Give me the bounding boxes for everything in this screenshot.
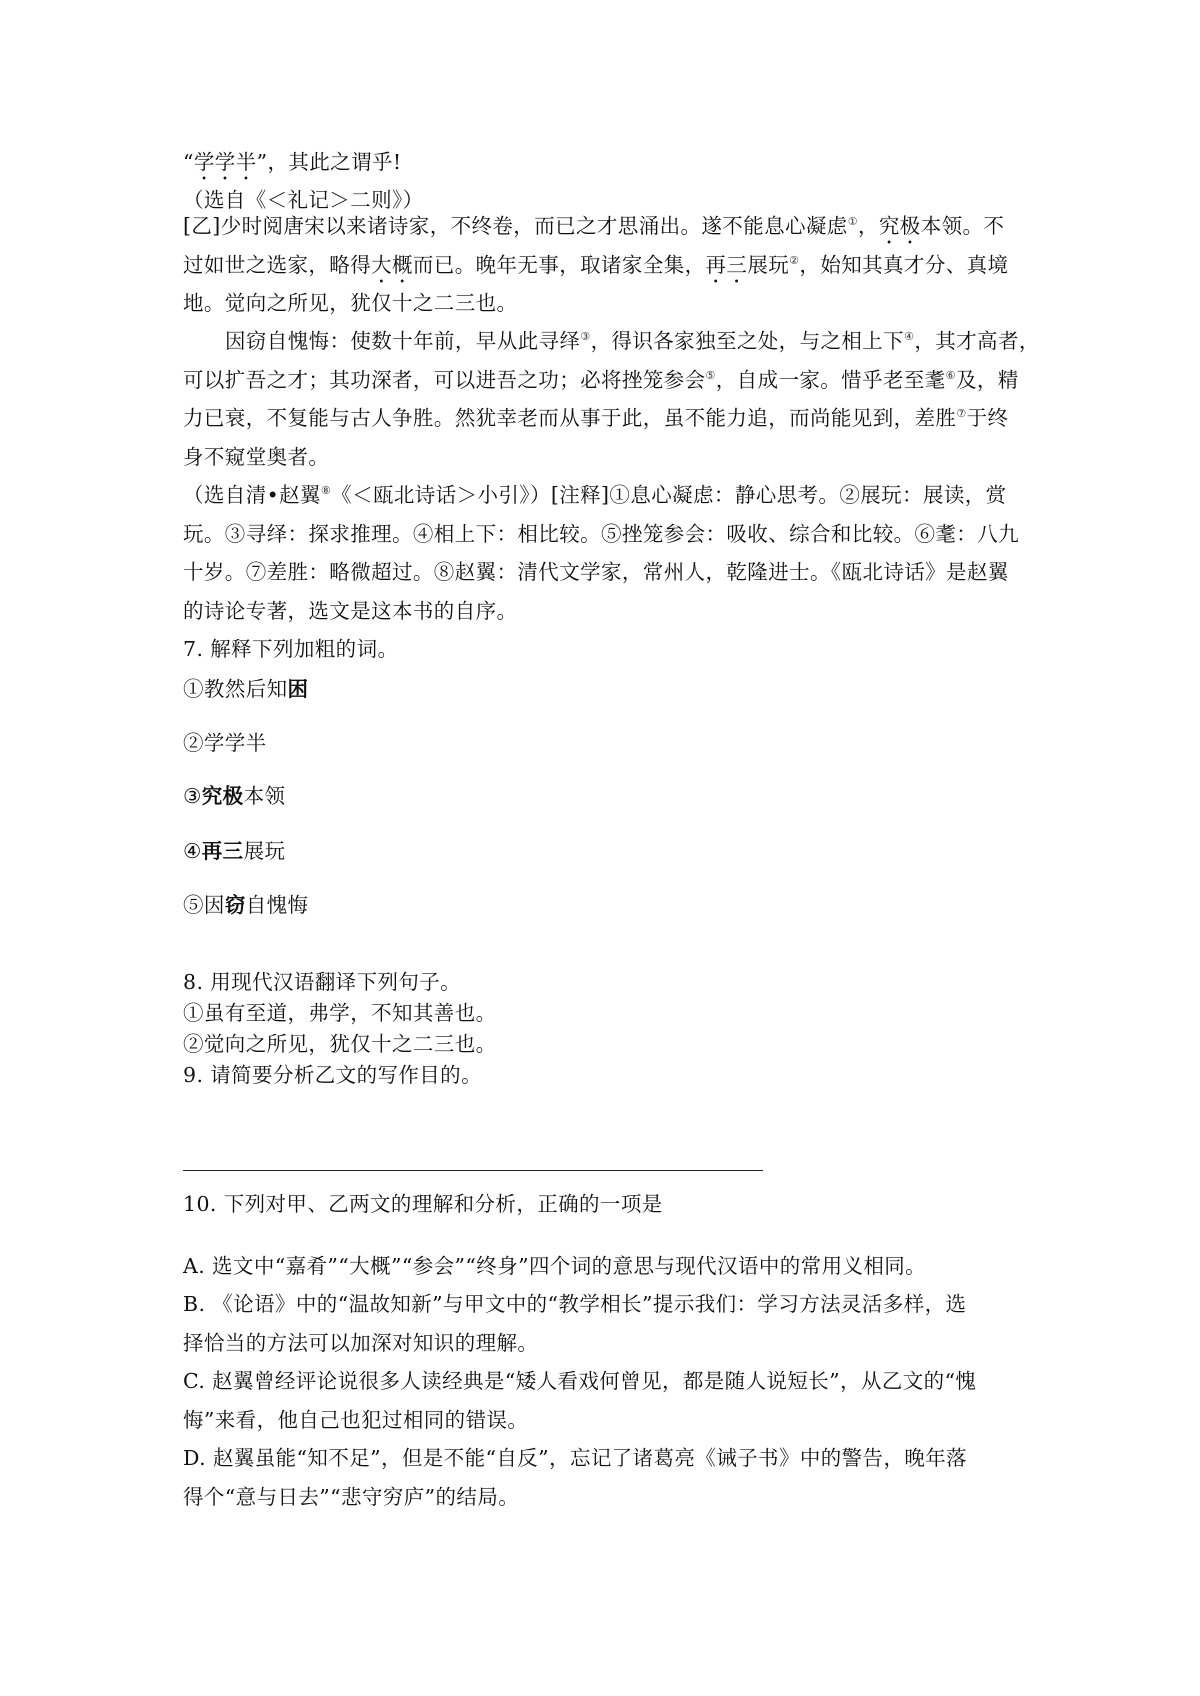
note-marker: ⑤ — [705, 369, 716, 383]
q8-sentence-1: ①虽有至道，弗学，不知其善也。 — [183, 1001, 497, 1025]
yi-source-line-1 — [183, 481, 1007, 509]
text-run: ，自成一家。惜乎老至耄 — [715, 368, 946, 392]
q8-sentence-2: ②觉向之所见，犹仅十之二三也。 — [183, 1032, 497, 1056]
text-run: ②学学半 — [183, 731, 267, 755]
yi-p2-line-2 — [183, 366, 1019, 394]
text-run: 及，精 — [955, 368, 1019, 392]
text-run: ，始知其真才分、真境 — [799, 253, 1009, 277]
note-marker: ③ — [580, 330, 591, 344]
q10-title: 10. 下列对甲、乙两文的理解和分析，正确的一项是 — [183, 1192, 663, 1216]
text-run: ， — [857, 214, 879, 238]
text-run: 于终 — [966, 406, 1009, 430]
q7-item-1 — [183, 675, 308, 703]
q7-item-2 — [183, 729, 267, 757]
text-run: 《＜瓯北诗话＞小引》）[注释]①息心凝虑：静心思考。②展玩：展读，赏 — [331, 483, 1007, 507]
q10-option-b-line-1[interactable]: B. 《论语》中的“温故知新”与甲文中的“教学相长”提示我们：学习方法灵活多样，选 — [183, 1292, 967, 1316]
yi-p2-line-4: 身不窥堂奥者。 — [183, 445, 330, 469]
text-run: （选自清•赵翼 — [183, 483, 321, 507]
text-run: 展玩 — [243, 839, 286, 863]
q7-item-4 — [183, 837, 285, 865]
text-run: 因窃自愧悔：使数十年前，早从此寻绎 — [225, 329, 581, 353]
jia-source: （选自《＜礼记＞二则》） — [183, 188, 424, 212]
q10-option-c-line-1[interactable]: C. 赵翼曾经评论说很多人读经典是“矮人看戏何曾见，都是随人说短长”，从乙文的“愧 — [183, 1369, 977, 1393]
q7-item-3 — [183, 782, 285, 810]
q9-title: 9. 请简要分析乙文的写作目的。 — [183, 1063, 482, 1087]
q10-option-d-line-1[interactable]: D. 赵翼虽能“知不足”，但是不能“自反”，忘记了诸葛亮《诫子书》中的警告，晚年落 — [183, 1446, 968, 1470]
emphasized-word: 究极 — [878, 214, 921, 238]
note-marker: ④ — [904, 330, 915, 344]
text-run: ④ — [183, 839, 202, 863]
yi-p1-line-3: 地。觉向之所见，犹仅十之二三也。 — [183, 291, 518, 315]
q8-title: 8. 用现代汉语翻译下列句子。 — [183, 970, 462, 994]
text-run: 本领。不 — [920, 214, 1005, 238]
yi-p1-line-1 — [183, 212, 1004, 249]
text-run: ①教然后知 — [183, 677, 288, 701]
note-marker: ① — [847, 215, 858, 229]
note-marker: ② — [789, 254, 800, 268]
yi-p1-line-2 — [183, 251, 1008, 288]
text-run: [乙]少时阅唐宋以来诸诗家，不终卷，而已之才思涌出。遂不能息心凝虑 — [183, 214, 848, 238]
yi-p2-line-3 — [183, 404, 1008, 432]
q10-option-b-line-2[interactable]: 择恰当的方法可以加深对知识的理解。 — [183, 1331, 539, 1355]
yi-source-line-2: 玩。③寻绎：探求推理。④相上下：相比较。⑤挫笼参会：吸收、综合和比较。⑥耄：八九 — [183, 522, 1019, 546]
jia-tail-rest: ”，其此之谓乎! — [256, 150, 402, 174]
note-marker: ⑧ — [320, 484, 332, 498]
text-run: 展玩 — [747, 253, 790, 277]
text-run: 本领 — [243, 784, 286, 808]
text-run: 力已衰，不复能与古人争胜。然犹幸老而从事于此，虽不能力追，而尚能见到，差胜 — [183, 406, 957, 430]
q10-option-d-line-2[interactable]: 得个“意与日去”“悲守穷庐”的结局。 — [183, 1485, 520, 1509]
q10-option-a[interactable]: A. 选文中“嘉肴”“大概”“参会”“终身”四个词的意思与现代汉语中的常用义相同。 — [183, 1254, 927, 1278]
emphasized-word: 再三 — [705, 253, 748, 277]
emphasized-quote: 学学半 — [193, 150, 257, 174]
jia-tail-line — [183, 148, 402, 185]
bold-word: 再三 — [201, 839, 244, 863]
q7-item-5 — [183, 891, 308, 919]
bold-word: 窃 — [224, 893, 246, 917]
answer-line[interactable] — [183, 1170, 763, 1171]
text-run: 可以扩吾之才；其功深者，可以进吾之功；必将挫笼参会 — [183, 368, 706, 392]
q10-option-c-line-2[interactable]: 悔”来看，他自己也犯过相同的错误。 — [183, 1408, 529, 1432]
text-run: ，其才高者， — [914, 329, 1040, 353]
text-run: 自愧悔 — [245, 893, 309, 917]
text-run: 过如世之选家，略得 — [183, 253, 372, 277]
open-quote: “ — [183, 150, 194, 174]
bold-word: 困 — [287, 677, 309, 701]
text-run: ③ — [183, 784, 202, 808]
note-marker: ⑥ — [945, 369, 956, 383]
yi-p2-line-1 — [225, 327, 1040, 355]
q7-title: 7. 解释下列加粗的词。 — [183, 637, 399, 661]
text-run: 而已。晚年无事，取诸家全集， — [412, 253, 706, 277]
text-run: ，得识各家独至之处，与之相上下 — [590, 329, 905, 353]
bold-word: 究极 — [201, 784, 244, 808]
note-marker: ⑦ — [956, 407, 967, 421]
emphasized-word: 大概 — [371, 253, 413, 277]
yi-source-line-3: 十岁。⑦差胜：略微超过。⑧赵翼：清代文学家，常州人，乾隆进士。《瓯北诗话》是赵翼 — [183, 560, 1009, 584]
yi-source-line-4: 的诗论专著，选文是这本书的自序。 — [183, 599, 518, 623]
text-run: ⑤因 — [183, 893, 225, 917]
